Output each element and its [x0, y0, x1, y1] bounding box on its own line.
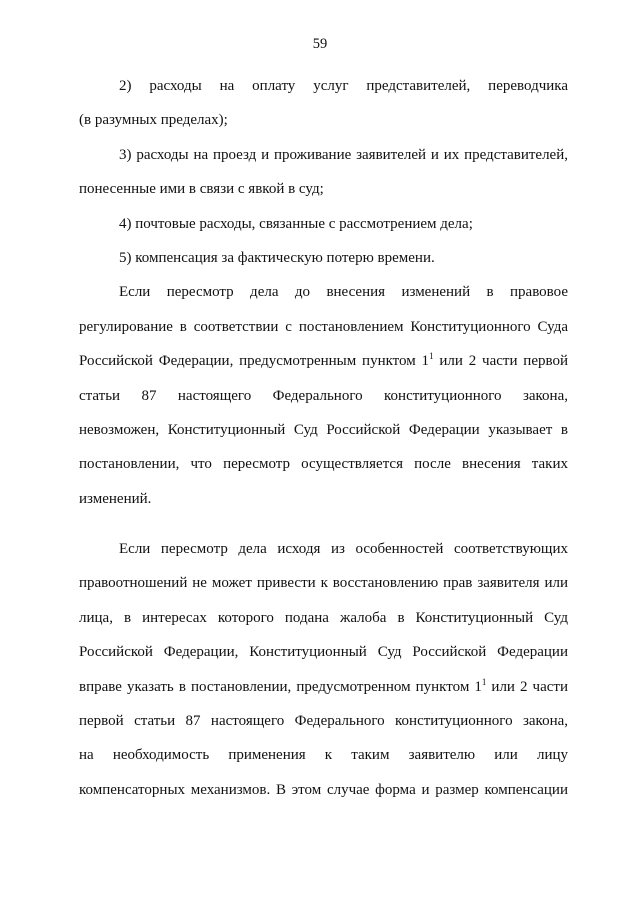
paragraph-1-line-3-text: Российской Федерации, предусмотренным пунктом 1 [79, 353, 430, 370]
list-item-4: 4) почтовые расходы, связанные с рассмотрением дела; [119, 215, 473, 232]
paragraph-2-line-2: правоотношений не может привести к восстановлению прав заявителя или [79, 575, 568, 592]
paragraph-1-line-2: регулирование в соответствии с постановлением Конституционного Суда [79, 318, 568, 335]
paragraph-2-line-6: первой статьи 87 настоящего Федерального конституционного закона, [79, 713, 568, 730]
list-item-5: 5) компенсация за фактическую потерю времени. [119, 249, 435, 266]
paragraph-1-line-5: невозможен, Конституционный Суд Российской Федерации указывает в [79, 421, 568, 438]
paragraph-2-line-1: Если пересмотр дела исходя из особенностей соответствующих [119, 541, 568, 558]
body-text [79, 69, 568, 807]
paragraph-2-line-8: компенсаторных механизмов. В этом случае форма и размер компенсации [79, 781, 568, 798]
paragraph-1-line-3-tail: или 2 части первой [433, 353, 568, 370]
paragraph-gap [79, 516, 568, 532]
paragraph-2-line-5-tail: или 2 части [486, 678, 568, 695]
paragraph-1-line-6: постановлении, что пересмотр осуществляется после внесения таких [79, 456, 568, 473]
paragraph-1-line-1: Если пересмотр дела до внесения изменений в правовое [119, 284, 568, 301]
paragraph-2-line-7: на необходимость применения к таким заявителю или лицу [79, 747, 568, 764]
paragraph-1-line-3 [79, 344, 568, 378]
list-item-3-line-1: 3) расходы на проезд и проживание заявителей и их представителей, [119, 146, 568, 163]
list-item-3-line-2: понесенные ими в связи с явкой в суд; [79, 181, 324, 198]
paragraph-1-line-7: изменений. [79, 490, 152, 507]
footnote-superscript: 1 [481, 676, 487, 687]
paragraph-2-line-5-text: вправе указать в постановлении, предусмотренном пунктом 1 [79, 678, 482, 695]
page-number: 59 [312, 36, 328, 52]
footnote-superscript: 1 [429, 351, 434, 362]
list-item-2-line-1: 2) расходы на оплату услуг представителей, переводчика [119, 78, 568, 94]
list-item-2-line-2: (в разумных пределах); [79, 112, 228, 129]
paragraph-2-line-4: Российской Федерации, Конституционный Суд Российской Федерации [79, 644, 568, 661]
paragraph-2-line-3: лица, в интересах которого подана жалоба в Конституционный Суд [79, 609, 568, 626]
paragraph-2-line-5 [79, 670, 568, 704]
paragraph-1-line-4: статьи 87 настоящего Федерального конституционного закона, [79, 387, 568, 404]
